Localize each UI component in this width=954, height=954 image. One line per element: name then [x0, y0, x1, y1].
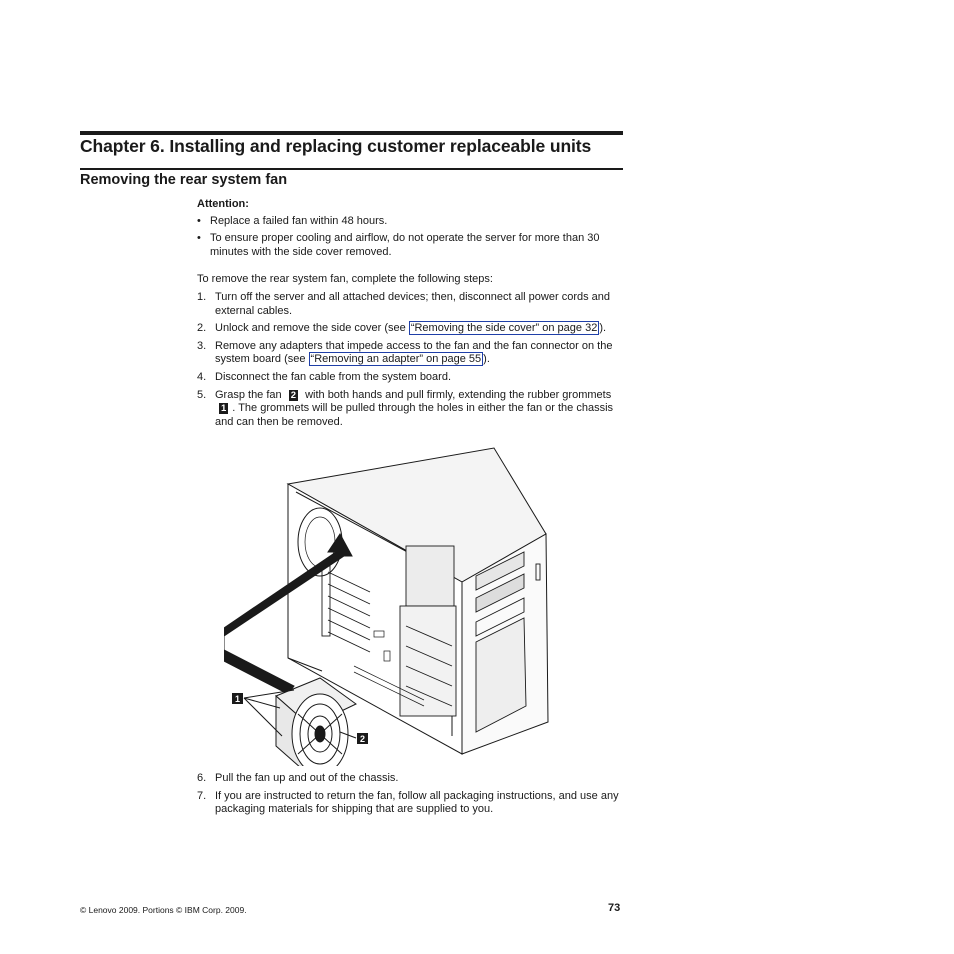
step-number: 4. [197, 370, 207, 383]
step-number: 7. [197, 789, 207, 802]
figure-callout-1-text: 1 [234, 694, 241, 704]
step-number: 2. [197, 322, 207, 335]
procedure-body [197, 198, 627, 433]
steps-list-continued [197, 772, 627, 821]
bullet-glyph: • [197, 232, 201, 245]
steps-list [197, 291, 627, 429]
page-number: 73 [608, 902, 621, 914]
step-4 [197, 371, 627, 385]
fan-removal-illustration [224, 436, 564, 766]
step-5 [197, 389, 627, 430]
callout-2: 2 [290, 389, 297, 401]
chapter-title: Chapter 6. Installing and replacing customer replaceable units [80, 136, 592, 156]
chapter-rule [80, 131, 623, 135]
side-cover-link[interactable]: “Removing the side cover” on page 32 [410, 322, 598, 335]
attention-label: Attention: [197, 198, 249, 210]
step-1 [197, 291, 627, 318]
figure-callout-2-text: 2 [359, 734, 366, 744]
step-text: with both hands and pull firmly, extending the rubber grommets [302, 388, 612, 401]
step-text: Grasp the fan [215, 388, 285, 401]
step-text: ). [599, 322, 607, 335]
attention-text: Replace a failed fan within 48 hours. [210, 214, 388, 227]
step-number: 6. [197, 772, 207, 784]
attention-text: To ensure proper cooling and airflow, do not operate the server for more than 30 minutes with the side cover removed. [210, 232, 600, 258]
intro-text: To remove the rear system fan, complete the following steps: [197, 273, 493, 286]
illustration-svg [224, 436, 564, 766]
step-text: Remove any adapters that impede access to the fan and the fan connector on the system board (see [215, 339, 613, 366]
step-text: Pull the fan up and out of the chassis. [215, 772, 399, 784]
attention-item [197, 232, 627, 259]
footer-copyright: © Lenovo 2009. Portions © IBM Corp. 2009. [80, 905, 247, 915]
step-number: 1. [197, 290, 207, 303]
step-2 [197, 322, 627, 336]
drive-cage [400, 546, 456, 716]
step-text: If you are instructed to return the fan, follow all packaging instructions, and use any packaging materials for shipping that are supplied to you. [215, 789, 619, 816]
attention-list [197, 215, 627, 260]
attention-item [197, 215, 627, 229]
step-text: Turn off the server and all attached devices; then, disconnect all power cords and external cables. [215, 290, 611, 317]
step-text: Unlock and remove the side cover (see [215, 322, 409, 335]
step-number: 5. [197, 388, 207, 401]
step-3 [197, 340, 627, 367]
callout-1: 1 [221, 403, 227, 415]
step-text: ). [483, 353, 490, 366]
step-text: Disconnect the fan cable from the system board. [215, 370, 452, 383]
step-7 [197, 790, 627, 817]
section-title: Removing the rear system fan [80, 172, 288, 188]
section-rule [80, 168, 623, 170]
step-text: . The grommets will be pulled through the holes in either the fan or the chassis and can then be removed. [215, 402, 614, 428]
bullet-glyph: • [197, 214, 201, 227]
step-6 [197, 772, 627, 786]
step-number: 3. [197, 339, 207, 352]
adapter-link[interactable]: “Removing an adapter” on page 55 [310, 353, 482, 366]
